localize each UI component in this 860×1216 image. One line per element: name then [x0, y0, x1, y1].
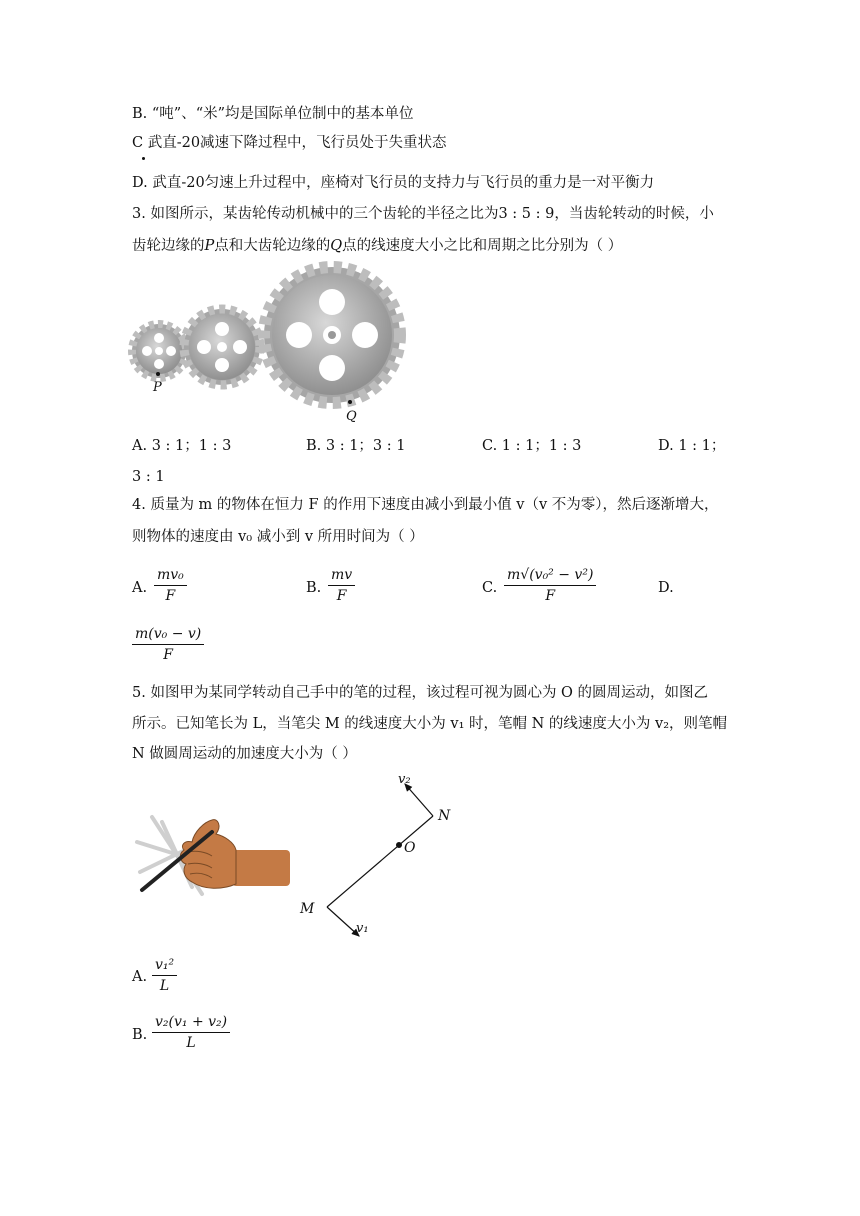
q3-stem-p: P — [204, 238, 215, 254]
q3-option-c: C. 1 : 1；1 : 3 — [482, 438, 582, 454]
q3-option-a: A. 3 : 1；1 : 3 — [132, 438, 232, 454]
medium-gear — [184, 309, 260, 385]
fraction-denominator: F — [336, 588, 347, 604]
q4-option-d-label: D. — [658, 580, 674, 596]
q5-stem-line2: 所示。已知笔长为 L，当笔尖 M 的线速度大小为 v₁ 时，笔帽 N 的线速度大小为 v₂，则笔帽 — [132, 716, 728, 732]
emphasis-dot — [142, 157, 145, 160]
q4-option-c-fraction — [504, 565, 596, 606]
q4-option-a-fraction — [154, 565, 187, 606]
fraction-numerator: m(v₀ − v) — [135, 626, 202, 642]
q5-stem-line1: 5. 如图甲为某同学转动自己手中的笔的过程，该过程可视为圆心为 O 的圆周运动，如图乙 — [132, 685, 709, 701]
fraction-numerator: v₁² — [155, 957, 175, 973]
q5-stem-line3: N 做圆周运动的加速度大小为（ ） — [132, 746, 357, 762]
q3-stem-line1: 3. 如图所示，某齿轮传动机械中的三个齿轮的半径之比为3 : 5 : 9，当齿轮转动的时候，小 — [132, 206, 714, 222]
label-o: O — [404, 840, 416, 856]
q3-option-b: B. 3 : 1；3 : 1 — [306, 438, 406, 454]
fraction-numerator: mv₀ — [157, 567, 184, 583]
q4-option-a-label: A. — [132, 580, 148, 596]
hand-pen-figure — [132, 812, 297, 902]
q5-option-a-fraction — [152, 955, 177, 996]
fraction-numerator: v₂(v₁ + v₂) — [155, 1014, 228, 1030]
q4-stem-line1: 4. 质量为 m 的物体在恒力 F 的作用下速度由减小到最小值 v（v 不为零），然后逐渐增大， — [132, 497, 719, 513]
label-v2: v₂ — [398, 772, 411, 787]
center-o — [396, 842, 402, 848]
q5-option-b-fraction — [152, 1012, 230, 1053]
q5-option-b-label: B. — [132, 1027, 148, 1043]
label-v1: v₁ — [356, 921, 369, 936]
q4-option-d-fraction — [132, 624, 204, 665]
label-n: N — [438, 808, 451, 824]
small-gear — [132, 324, 186, 378]
q3-option-d: D. 1 : 1； — [658, 438, 726, 454]
q4-option-c-label: C. — [482, 580, 498, 596]
q3-stem-q: Q — [330, 238, 343, 254]
q2-option-d: D. 武直-20匀速上升过程中，座椅对飞行员的支持力与飞行员的重力是一对平衡力 — [132, 175, 655, 191]
q3-option-d-cont: 3 : 1 — [132, 469, 165, 485]
fraction-denominator: F — [163, 647, 173, 663]
fraction-denominator: L — [186, 1035, 196, 1051]
q3-stem-line2 — [132, 236, 622, 256]
velocity-v1-arrow — [327, 907, 359, 936]
label-m: M — [300, 901, 315, 917]
q3-stem-text: 齿轮边缘的 — [132, 238, 205, 254]
gears-figure — [125, 258, 415, 428]
fraction-denominator: F — [545, 588, 556, 604]
fraction-numerator: mv — [331, 567, 353, 583]
gear-label-q: Q — [346, 409, 357, 424]
q4-stem-line2: 则物体的速度由 v₀ 减小到 v 所用时间为（ ） — [132, 529, 424, 545]
pen-line-mn — [327, 816, 433, 907]
circular-motion-diagram — [318, 770, 468, 940]
fraction-denominator: F — [165, 588, 176, 604]
q4-option-b-fraction — [328, 565, 355, 606]
gear-label-p: P — [153, 380, 162, 395]
q2-option-b: B. “吨”、“米”均是国际单位制中的基本单位 — [132, 106, 414, 122]
hand-icon — [180, 820, 290, 889]
q4-option-b-label: B. — [306, 580, 322, 596]
q3-stem-text: 点的线速度大小之比和周期之比分别为（ ） — [342, 238, 623, 254]
fraction-denominator: L — [159, 978, 170, 994]
q2-option-c: C 武直-20减速下降过程中，飞行员处于失重状态 — [132, 135, 447, 151]
q3-stem-text: 点和大齿轮边缘的 — [214, 238, 331, 254]
q5-option-a-label: A. — [132, 969, 148, 985]
fraction-numerator: m√(v₀² − v²) — [507, 567, 594, 583]
large-gear — [264, 267, 400, 403]
